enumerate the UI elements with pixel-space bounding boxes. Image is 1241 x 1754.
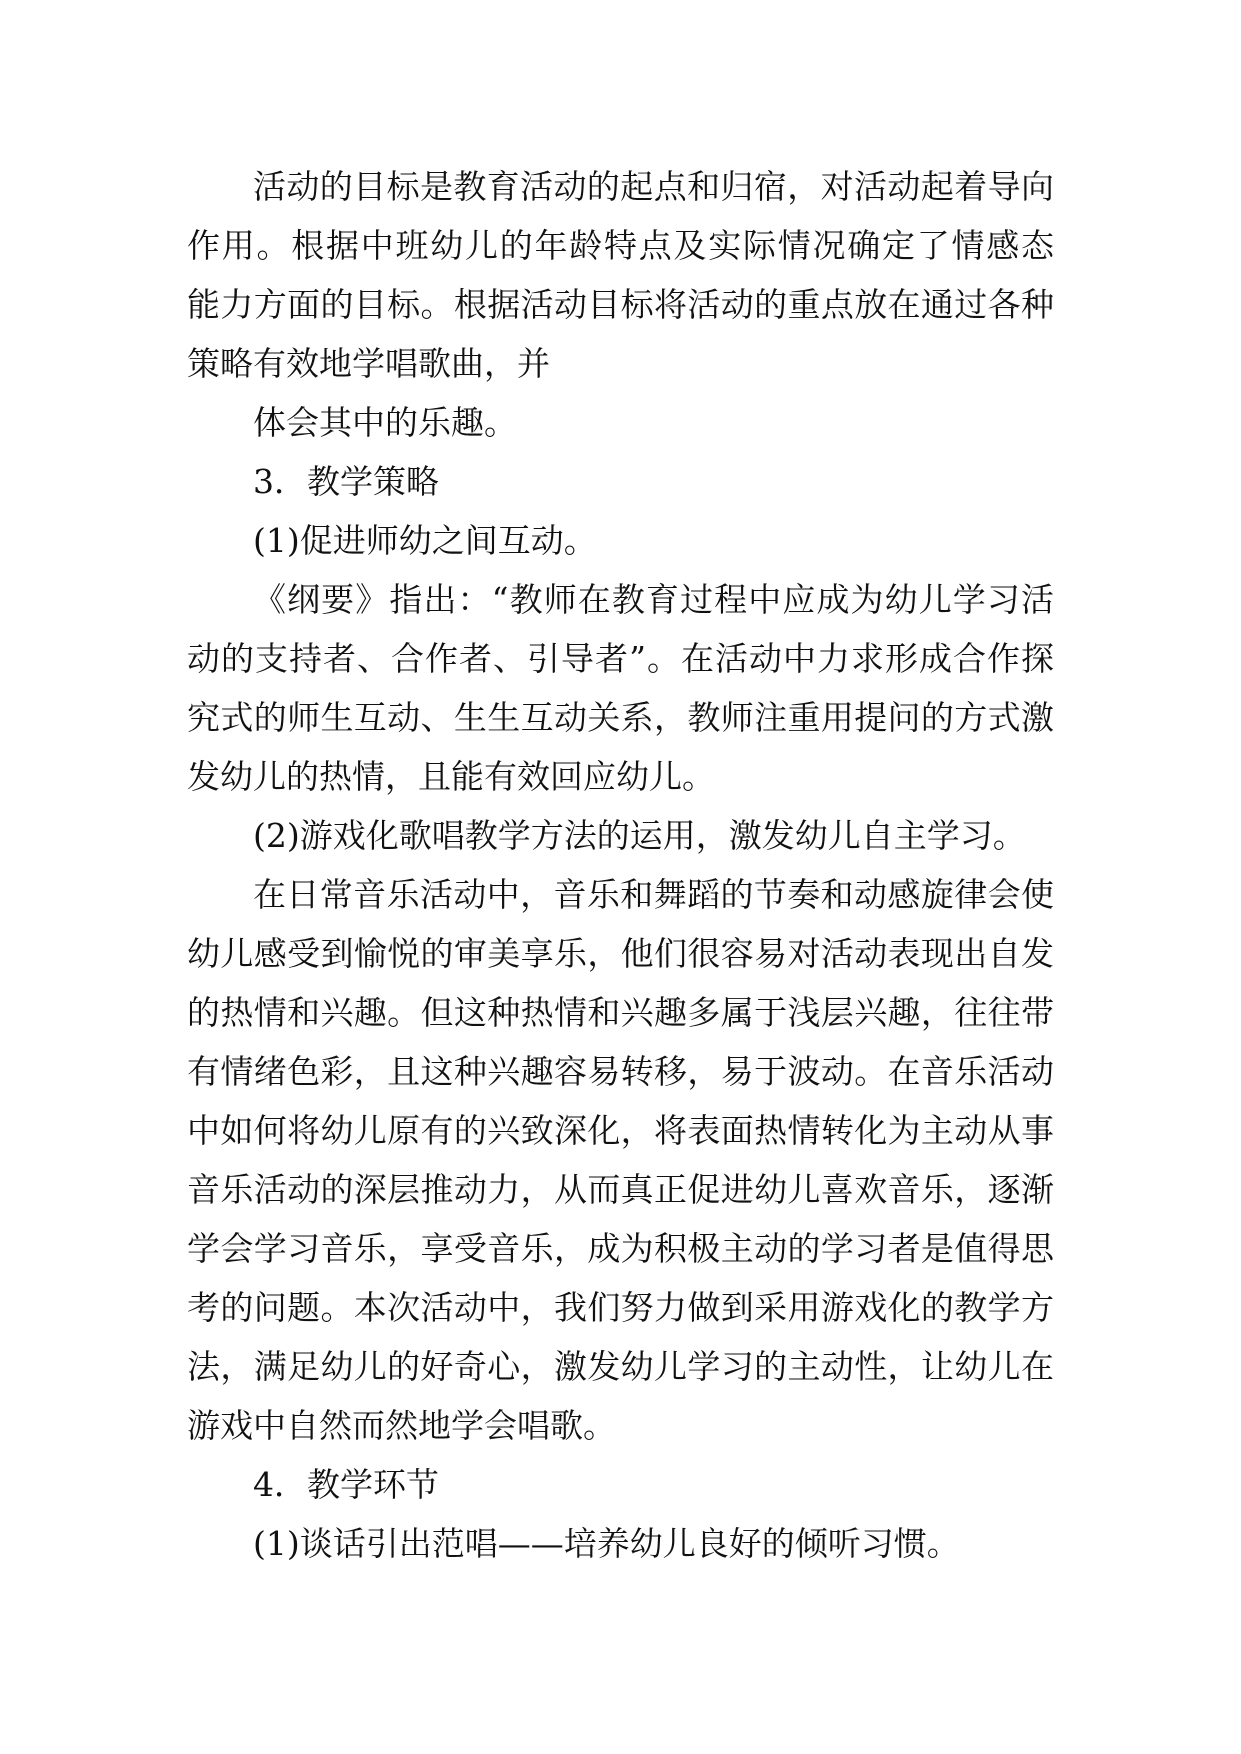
paragraph-guideline-quote	[187, 570, 1054, 806]
subheading-conversation-intro	[187, 1514, 1054, 1573]
paragraph-music-activities	[187, 865, 1054, 1455]
text-line: 在日常音乐活动中，音乐和舞蹈的节奏和动感旋律会使	[253, 875, 1054, 914]
text-line: 策略有效地学唱歌曲，并	[187, 344, 550, 383]
section-heading: 4．教学环节	[253, 1465, 439, 1504]
subheading: (2)游戏化歌唱教学方法的运用，激发幼儿自主学习。	[253, 816, 1026, 855]
text-line: 学会学习音乐，享受音乐，成为积极主动的学习者是值得思	[187, 1229, 1054, 1268]
text-line: 法，满足幼儿的好奇心，激发幼儿学习的主动性，让幼儿在	[187, 1347, 1054, 1386]
subheading: (1)谈话引出范唱——培养幼儿良好的倾听习惯。	[253, 1524, 960, 1563]
text-line: 作用。根据中班幼儿的年龄特点及实际情况确定了情感态	[187, 226, 1054, 265]
text-line: 《纲要》指出：“教师在教育过程中应成为幼儿学习活	[253, 580, 1054, 619]
document-body	[187, 157, 1054, 1573]
text-line: 能力方面的目标。根据活动目标将活动的重点放在通过各种	[187, 285, 1054, 324]
subheading-teacher-child-interaction	[187, 511, 1054, 570]
section-heading: 3．教学策略	[253, 462, 439, 501]
text-line: 动的支持者、合作者、引导者”。在活动中力求形成合作探	[187, 639, 1054, 678]
text-line: 的热情和兴趣。但这种热情和兴趣多属于浅层兴趣，往往带	[187, 993, 1054, 1032]
text-line: 中如何将幼儿原有的兴致深化，将表面热情转化为主动从事	[187, 1111, 1054, 1150]
subheading: (1)促进师幼之间互动。	[253, 521, 597, 560]
text-line: 有情绪色彩，且这种兴趣容易转移，易于波动。在音乐活动	[187, 1052, 1054, 1091]
text-line: 发幼儿的热情，且能有效回应幼儿。	[187, 757, 715, 796]
text-line: 体会其中的乐趣。	[253, 403, 517, 442]
text-line: 究式的师生互动、生生互动关系，教师注重用提问的方式激	[187, 698, 1054, 737]
subheading-game-based-teaching	[187, 806, 1054, 865]
text-line: 音乐活动的深层推动力，从而真正促进幼儿喜欢音乐，逐渐	[187, 1170, 1054, 1209]
text-line: 活动的目标是教育活动的起点和归宿，对活动起着导向	[253, 167, 1054, 206]
section-heading-teaching-strategy	[187, 452, 1054, 511]
paragraph-continuation	[187, 393, 1054, 452]
text-line: 游戏中自然而然地学会唱歌。	[187, 1406, 616, 1445]
section-heading-teaching-steps	[187, 1455, 1054, 1514]
paragraph-activity-goals	[187, 157, 1054, 393]
text-line: 考的问题。本次活动中，我们努力做到采用游戏化的教学方	[187, 1288, 1054, 1327]
text-line: 幼儿感受到愉悦的审美享乐，他们很容易对活动表现出自发	[187, 934, 1054, 973]
